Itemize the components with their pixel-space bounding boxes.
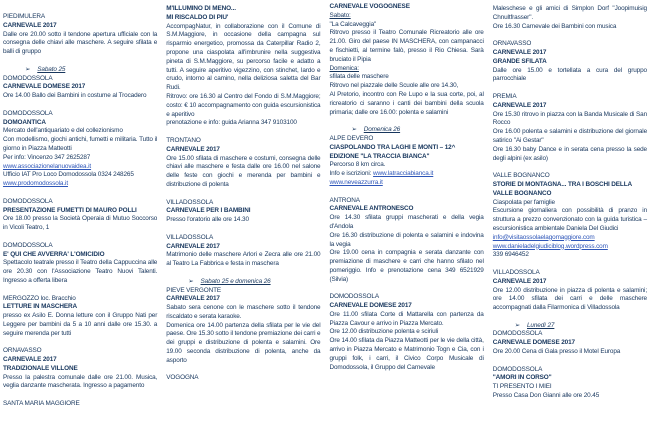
event-title: CARNEVALE 2017 <box>166 242 220 250</box>
hyperlink-line <box>493 243 647 252</box>
hyperlink[interactable]: www.neveazzurra.it <box>329 178 383 186</box>
spacer <box>3 57 157 66</box>
event-text: Ore 16.30 distribuzione di polenta e salamini e indovina la vegia <box>329 231 484 248</box>
column-3 <box>330 0 484 422</box>
spacer <box>3 233 157 242</box>
location-heading: VILLADOSSOLA <box>166 198 214 206</box>
location-heading: DOMODOSSOLA <box>492 365 543 373</box>
event-title: CARNEVALE 2017 <box>492 277 547 285</box>
event-text: Ore 15.30 ritrovo in piazza con la Banda Musicale di San Rocco <box>492 110 647 127</box>
event-text: Ritrovo: ore 16.30 al Centro del Fondo di S.M.Maggiore; costo: € 10 accompagnamento con guida escursionistica e aperitivo <box>166 92 321 118</box>
spacer <box>493 313 647 322</box>
event-title: CARNEVALE DOMESE 2017 <box>3 83 86 91</box>
arrow-icon: ➢ <box>25 65 31 73</box>
spacer <box>166 128 320 137</box>
event-text: Ore 14.00 sfilata da Piazza Matteotti per le vie della città, arrivo in Piazza Mercato e Matrimonio Togn e Cia, con i gruppi folk, i carri, il Civico Corpo Musicale di Domodossola, il Gruppo del Carnevale <box>329 337 484 371</box>
location-heading: PIEVE VERGONTE <box>166 286 222 294</box>
hyperlink[interactable]: info@visitaossolaelagomaggiore.com <box>492 233 595 241</box>
column-1 <box>3 0 157 422</box>
location-heading: PREMIA <box>492 92 517 100</box>
day-header <box>3 66 157 75</box>
event-title: "AMORI IN CORSO" <box>492 374 552 382</box>
event-text: Sabato sera cenone con le maschere sotto il tendone riscaldato e serata karaoke. <box>166 304 321 320</box>
event-title: PRESENTAZIONE FUMETTI DI MAURO POLLI <box>3 206 137 214</box>
event-title: TRADIZIONALE VILLONE <box>3 364 78 372</box>
event-text: sfilata delle maschere <box>329 73 389 81</box>
event-text: Ore 12.00 distribuzione in piazza di polenta e salamini; ore 14.00 sfilata dei carri e delle maschere accompagnati dalla Filarmonica di Villadossola <box>492 286 647 312</box>
event-text: Ritrovo presso il Teatro Comunale Ricreatorio alle ore 21.00. Giro del paese IN MASCHERA, con campanacci e fischietti, al termine falò, presso il Rio Chiesa. Sarà bruciato il Pipia <box>329 29 484 63</box>
location-heading: VILLADOSSOLA <box>166 233 214 241</box>
event-text: Ore 18.00 presso la Società Operaia di Mutuo Soccorso in Vicoli Teatro, 1 <box>3 215 158 232</box>
event-text: Con modellismo, giochi antichi, fumetti e militaria. Tutto il giorno in Piazza Matteotti <box>3 136 158 152</box>
location-heading: DOMODOSSOLA <box>3 109 53 117</box>
event-title: CARNEVALE 2017 <box>3 21 57 29</box>
event-text: Matrimonio delle maschere Arlori e Zecra alle ore 21.00 al Teatro La Fabbrica e festa in maschera <box>166 251 321 268</box>
spacer <box>330 188 484 197</box>
arrow-icon: ➢ <box>351 126 357 134</box>
event-text: presso ex Asilo E. Donna letture con il Gruppo Nati per Leggere per bambini da 5 a 10 anni dalle ore 15.30. a seguire merenda per tutti <box>3 312 158 337</box>
spacer <box>493 357 647 366</box>
event-text: Ore 16.30 baby Dance e in serata cena presso la sede degli alpini (ex asilo) <box>492 145 647 162</box>
event-title: CARNEVALE 2017 <box>492 101 547 109</box>
arrow-icon: ➢ <box>188 277 194 285</box>
location-heading: ORNAVASSO <box>3 347 42 355</box>
event-title: STORIE DI MONTAGNA... TRA I BOSCHI DELLA VALLE BOGNANCO <box>492 180 632 197</box>
event-subtitle: TI PRESENTO I MIEI <box>492 383 552 391</box>
hyperlink-line <box>3 163 157 172</box>
event-text: Ore 16.00 polenta e salamini e distribuzione del giornale satirico "Ai Gestar" <box>492 128 647 144</box>
column-4 <box>493 0 647 422</box>
location-heading: SANTA MARIA MAGGIORE <box>3 400 80 408</box>
spacer <box>3 338 157 347</box>
event-text: Info e iscrizioni: <box>329 170 374 178</box>
event-text: Ore 20.00 Cena di Gala presso il Motel Europa <box>492 348 621 356</box>
day-header <box>330 126 484 135</box>
event-text: 339 6946452 <box>492 251 529 259</box>
underlined-subheading <box>330 12 484 21</box>
event-text: Ore 14.00 Ballo dei Bambini in costume al Trocadero <box>3 92 147 100</box>
event-text: Per info: Vincenzo 347 2625287 <box>3 153 91 161</box>
hyperlink[interactable]: www.prodomodossola.it <box>3 180 68 188</box>
spacer <box>493 260 647 269</box>
event-title: DOMOANTICA <box>3 118 46 126</box>
hyperlink[interactable]: www.danieladelgiudiciblog.wordpress.com <box>492 242 608 250</box>
hyperlink[interactable]: www.associazionelanuovaidea.it <box>3 162 92 170</box>
location-heading: VALLE BOGNANCO <box>492 172 550 180</box>
event-text <box>330 170 484 179</box>
underlined-subheading: Sabato: <box>329 11 351 19</box>
location-heading: DOMODOSSOLA <box>492 330 543 338</box>
location-heading: DOMODOSSOLA <box>3 74 53 82</box>
event-text: "La Calcaveggia" <box>329 20 377 28</box>
event-text: Ritrovo nel piazzale delle Scuole alle ore 14.30, <box>329 82 459 90</box>
event-title: MI RISCALDO DI PIU' <box>166 13 229 21</box>
event-title: CARNEVALE 2017 <box>492 48 547 56</box>
event-text: Ore 14.30 sfilata gruppi mascherati e della vegia d'Andola <box>329 214 484 230</box>
spacer <box>3 286 157 295</box>
day-header <box>493 322 647 331</box>
event-title: E' QUI CHE AVVERRA' L'OMICIDIO <box>3 250 105 258</box>
day-label: Lunedì 27 <box>527 321 555 329</box>
event-text: AccompagNatur, in collaborazione con il Comune di S.M.Maggiore, in occasione della campagna sul risparmio energetico, promossa da Caterpillar Radio 2, propone una ciaspolata all'imbrunire nella suggestiva pineta di S.M.Maggiore, su percorso facile e adatto a tutti. A seguire aperitivo vigezzino, con stinchet, lardo e crudo, intorno al camino, nella deliziosa saletta del Bar Rudi. <box>166 22 321 92</box>
day-label: Domenica 26 <box>363 126 401 134</box>
event-title: CIASPOLANDO TRA LAGHI E MONTI – 12^ EDIZIONE "LA TRACCIA BIANCA" <box>329 143 456 160</box>
event-text: Escursione giornaliera con possibilità di pranzo in struttura a prezzo convenzionato con la guida turistica – escursionistica ambientale Daniela Del Giudici <box>492 207 647 232</box>
spacer <box>493 31 647 40</box>
location-heading: DOMODOSSOLA <box>329 293 379 301</box>
event-text: Dalle ore 15.00 e tortellata a cura del gruppo parrocchiale <box>492 66 647 83</box>
event-title: CARNEVALE PER I BAMBINI <box>166 207 251 215</box>
event-title: LETTURE IN MASCHERA <box>3 303 78 311</box>
underlined-subheading <box>330 65 484 74</box>
location-heading: VOGOGNA <box>166 374 199 382</box>
event-title: M'ILLUMINO DI MENO... <box>166 5 236 12</box>
arrow-icon: ➢ <box>514 321 520 329</box>
event-text: Ore 12.00 distribuzione polenta e sciriuli <box>329 328 439 336</box>
event-text: Mercato dell'antiquariato e del collezionismo <box>3 127 123 135</box>
event-title: CARNEVALE ANTRONESCO <box>329 205 414 213</box>
hyperlink[interactable]: www.latracciabianca.it <box>373 170 434 178</box>
event-text: Spettacolo teatrale presso il Teatro della Cappuccina alle ore 20.30 con l'Associazione Teatro Nuovi Talenti. Ingresso a offerta libera <box>3 259 158 284</box>
column-2 <box>166 0 320 422</box>
location-heading: DOMODOSSOLA <box>3 241 53 249</box>
event-title: CARNEVALE 2017 <box>166 145 220 153</box>
spacer <box>493 163 647 172</box>
event-text: Maleschese e gli amici di Simplon Dorf "Joopimuisig Chnultfrasser". <box>492 5 647 21</box>
spacer <box>3 101 157 110</box>
spacer <box>166 269 320 278</box>
event-text: Presso Casa Don Gianni alle ore 20.45 <box>492 392 600 400</box>
spacer <box>330 285 484 294</box>
location-heading: TRONTANO <box>166 136 201 144</box>
event-title: CARNEVALE 2017 <box>166 295 220 303</box>
spacer <box>330 117 484 126</box>
hyperlink-line <box>3 180 157 189</box>
hyperlink-line <box>330 179 484 188</box>
event-text: Ore 19.00 cena in compagnia e serata danzante con premiazione di maschere e carri che hanno sfilato nel pomeriggio. Info e prenotazione cena 349 6521929 (Silvia) <box>329 249 484 283</box>
location-heading: DOMODOSSOLA <box>3 197 53 205</box>
event-text: Ciaspolata per famiglie <box>492 198 555 206</box>
location-heading: ALPE DEVERO <box>329 134 374 142</box>
event-text: prenotazione e info: guida Arianna 347 9103100 <box>166 119 297 127</box>
event-title: GRANDE SFILATA <box>492 57 547 65</box>
hyperlink-line <box>493 234 647 243</box>
location-heading: ANTRONA <box>329 196 360 204</box>
spacer <box>166 366 320 375</box>
event-title: CARNEVALE DOMESE 2017 <box>492 339 575 347</box>
event-text: Presso l'oratorio alle ore 14.30 <box>166 216 249 224</box>
spacer <box>493 84 647 93</box>
day-label: Sabato 25 e domenica 26 <box>200 277 271 285</box>
spacer <box>3 391 157 400</box>
event-title: CARNEVALE VOGOGNESE <box>329 3 410 10</box>
event-text: Al Pretorio, incontro con Re Lupo e la sua corte, poi, al ricreatorio ci saranno i canti dei bambini della scuola primaria; dalle ore 16.00: polenta e salamini <box>329 90 484 116</box>
location-heading: PIEDIMULERA <box>3 13 46 20</box>
day-header <box>166 278 320 287</box>
event-text: Dalle ore 20.00 sotto il tendone apertura ufficiale con la consegna delle chiavi alle maschere. A seguire sfilata e balli di gruppo <box>3 30 158 56</box>
underlined-subheading: Domenica: <box>329 64 359 72</box>
spacer <box>166 225 320 234</box>
location-heading: VILLADOSSOLA <box>492 268 540 276</box>
spacer <box>3 189 157 198</box>
spacer <box>166 190 320 199</box>
event-text: Ufficio IAT Pro Loco Domodossola 0324 248265 <box>3 171 134 179</box>
event-text: Ore 11.00 sfilata Corte di Mattarella con partenza da Piazza Cavour e arrivo in Piazza Mercato. <box>329 310 484 327</box>
location-heading: ORNAVASSO <box>492 40 532 48</box>
event-text: Ore 15.00 sfilata di maschere e costumi, consegna delle chiavi alle maschere e festa dalle ore 16.00 nel salone delle feste con giochi e merenda per bambini e distribuzione di polenta <box>166 154 321 188</box>
event-title: CARNEVALE DOMESE 2017 <box>329 302 412 310</box>
event-text: Domenica ore 14.00 partenza della sfilata per le vie del paese. Ore 15.30 sotto il tendone premiazione dei carri e dei gruppi e distribuzione di polenta e salamini. Ore 19.00 seconda distribuzione di polenta, anche da asporto <box>166 321 321 364</box>
event-text: Presso la palestra comunale dalle ore 21.00. Musica, veglia danzante mascherata. Ingresso a pagamento <box>3 373 158 390</box>
day-label: Sabato 25 <box>37 65 66 73</box>
event-title: CARNEVALE 2017 <box>3 356 57 364</box>
event-text: Ore 16.30 Carnevale dei Bambini con musica <box>492 22 617 30</box>
location-heading: MERGOZZO loc. Bracchio <box>3 294 76 302</box>
event-text: Percorso 8 km circa. <box>329 161 386 169</box>
